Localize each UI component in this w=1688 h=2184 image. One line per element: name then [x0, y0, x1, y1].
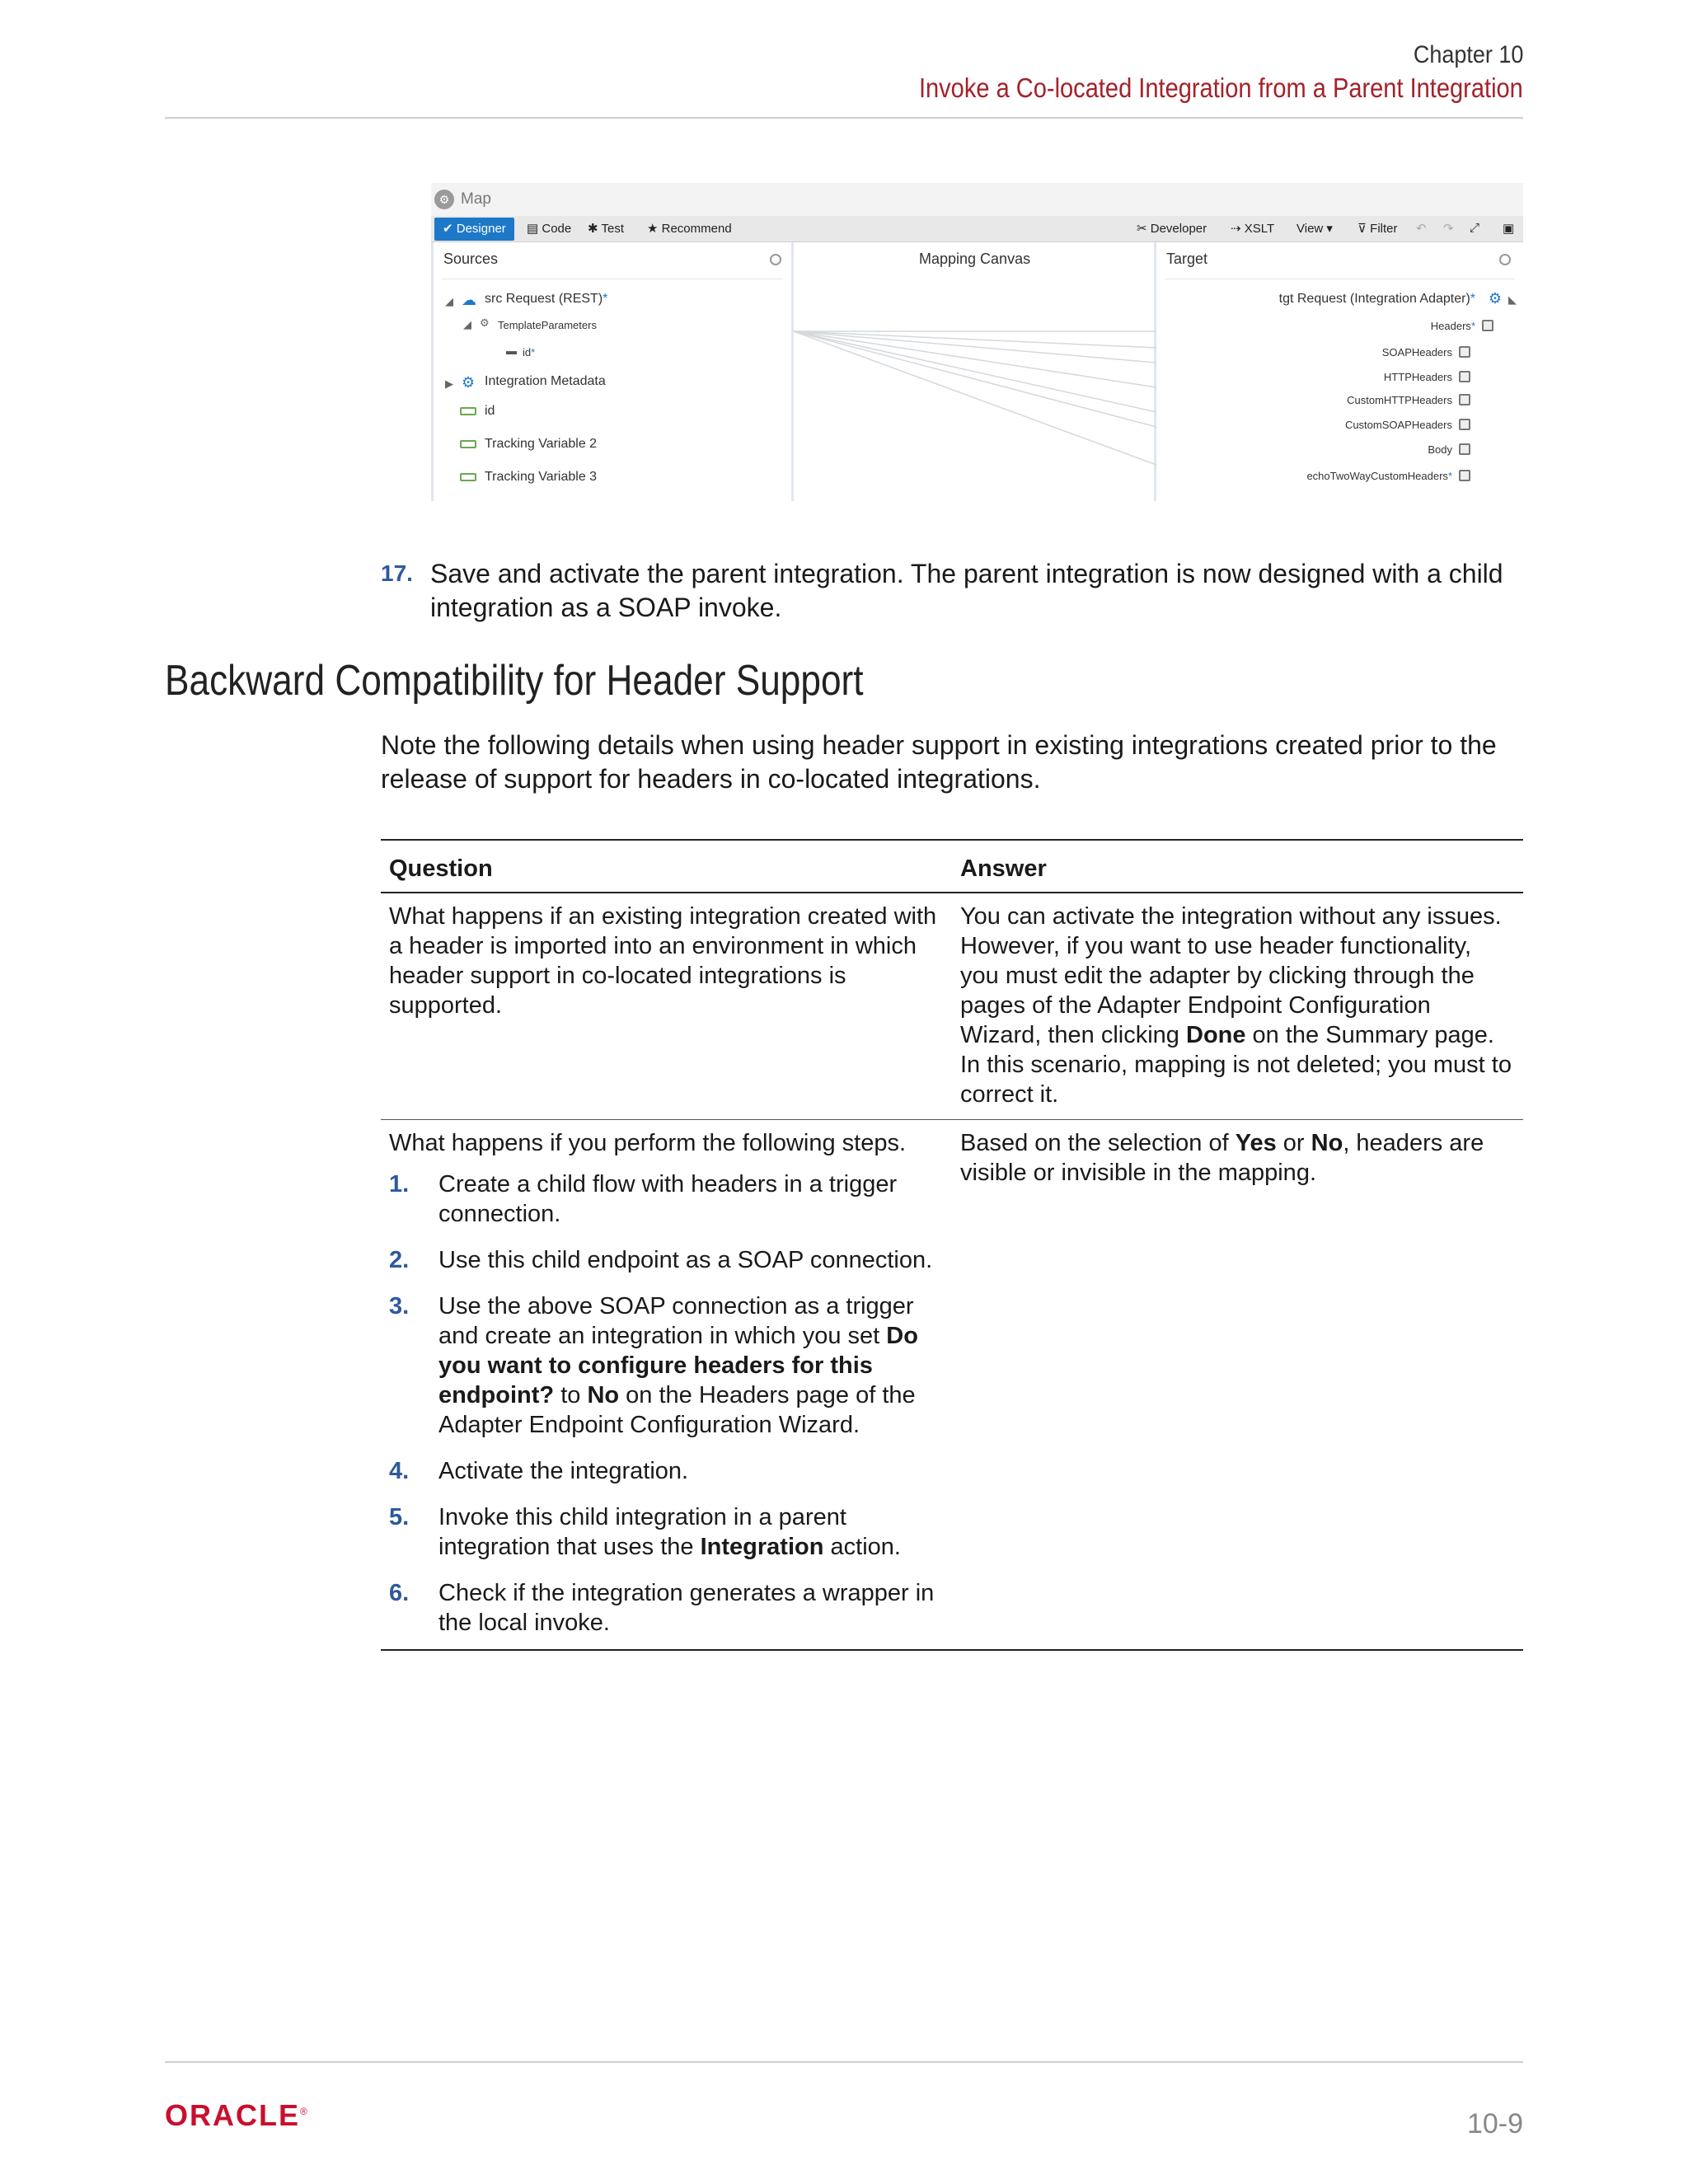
- step-text-part: action.: [823, 1534, 901, 1560]
- page-number: 10-9: [1466, 2108, 1523, 2139]
- question-cell: [381, 1120, 952, 1651]
- panel-toggle-icon[interactable]: ▣: [1503, 222, 1515, 236]
- answer-text: on the Summary page. In this scenario, mapping is not deleted; you must to correct it.: [960, 1022, 1512, 1108]
- step-number: 2.: [389, 1247, 410, 1273]
- filter-label: Filter: [1370, 222, 1398, 236]
- step-text: Check if the integration generates a wrapper in the local invoke.: [438, 1580, 935, 1636]
- variable-icon: [460, 407, 476, 415]
- mapper-screenshot: [431, 183, 1523, 501]
- source-item[interactable]: Tracking Variable 2: [485, 437, 598, 451]
- gear-icon: ✱: [588, 222, 598, 236]
- answer-text: You can activate the integration without any issues. However, if you want to use header functionality, you must edit the adapter by clicking through the pages of the Adapter Endpoint Configuration Wizard, then clicking: [960, 903, 1502, 1048]
- developer-button[interactable]: [1137, 221, 1207, 236]
- target-item[interactable]: HTTPHeaders: [1383, 371, 1452, 383]
- test-tab[interactable]: [588, 221, 624, 236]
- logo-text: ORACLE: [165, 2098, 300, 2132]
- target-item[interactable]: [1279, 292, 1475, 307]
- running-header-title: Invoke a Co-located Integration from a Parent Integration: [919, 73, 1523, 103]
- source-item[interactable]: [523, 346, 535, 359]
- step-emphasis: No: [587, 1382, 620, 1408]
- step-number: 4.: [389, 1458, 410, 1484]
- answer-cell: [952, 893, 1523, 1120]
- step-number: 17.: [381, 560, 413, 586]
- developer-label: Developer: [1150, 222, 1207, 236]
- code-tab[interactable]: [527, 221, 571, 236]
- designer-tab[interactable]: ✔ Designer: [434, 218, 514, 241]
- designer-tab-label: Designer: [456, 222, 506, 236]
- footer-divider: [165, 2061, 1523, 2063]
- step-text: [438, 1291, 944, 1440]
- required-marker: *: [531, 346, 536, 359]
- step-emphasis: Do you want to configure headers for this endpoint?: [438, 1323, 918, 1408]
- list-item: [389, 1578, 944, 1638]
- step-text: Create a child flow with headers in a trigger connection.: [438, 1171, 898, 1227]
- step-number: 3.: [389, 1293, 410, 1319]
- step-number: 6.: [389, 1580, 410, 1606]
- mapping-lines: [794, 242, 1156, 501]
- step-number: 1.: [389, 1171, 410, 1197]
- integration-icon: ⚙: [1488, 290, 1502, 307]
- column-header-answer: Answer: [952, 840, 1523, 893]
- search-icon[interactable]: [1499, 254, 1511, 265]
- chevron-down-icon: ▾: [1326, 222, 1333, 236]
- target-title: Target: [1166, 251, 1208, 267]
- step-emphasis: Integration: [700, 1534, 824, 1560]
- xslt-button[interactable]: [1231, 221, 1274, 236]
- source-item[interactable]: Tracking Variable 3: [485, 470, 598, 484]
- target-item-label: echoTwoWayCustomHeaders: [1306, 470, 1448, 482]
- collapse-caret-icon[interactable]: ◢: [463, 318, 471, 330]
- element-icon: [1459, 371, 1470, 382]
- target-item[interactable]: SOAPHeaders: [1381, 346, 1452, 359]
- collapse-caret-icon[interactable]: ◢: [445, 295, 453, 307]
- list-item: [389, 1291, 944, 1440]
- integration-icon: ⚙: [462, 374, 476, 391]
- answer-emphasis: Yes: [1235, 1130, 1277, 1156]
- section-intro: Note the following details when using header support in existing integrations created prior to the release of support for headers in co-located integrations.: [381, 730, 1497, 794]
- source-item[interactable]: [485, 292, 607, 307]
- code-icon: ▤: [527, 222, 539, 236]
- step-text: Activate the integration.: [438, 1458, 689, 1484]
- list-item: [389, 1502, 944, 1562]
- table-row: [381, 893, 1523, 1120]
- filter-icon: ⊽: [1357, 222, 1367, 236]
- list-item: [389, 1456, 944, 1486]
- source-item[interactable]: Integration Metadata: [485, 374, 606, 388]
- required-marker: *: [1447, 470, 1452, 482]
- field-icon: ▬: [506, 344, 517, 357]
- answer-text: or: [1276, 1130, 1311, 1156]
- column-header-question: Question: [381, 840, 952, 893]
- code-tab-label: Code: [542, 222, 572, 236]
- answer-cell: [952, 1120, 1523, 1651]
- mapper-title-bar: [431, 183, 1523, 216]
- mapping-canvas-title: Mapping Canvas: [919, 251, 1031, 267]
- step-text: [438, 1502, 944, 1562]
- cloud-icon: ☁: [462, 292, 476, 308]
- filter-button[interactable]: [1357, 221, 1398, 236]
- source-item-label: src Request (REST): [485, 292, 603, 306]
- step-text: Save and activate the parent integration. The parent integration is now designed with a child integration as a SOAP invoke.: [430, 559, 1503, 622]
- target-item-label: Headers: [1430, 320, 1471, 332]
- sources-title: Sources: [443, 251, 499, 267]
- answer-emphasis: No: [1311, 1130, 1343, 1156]
- element-icon: [1459, 443, 1470, 455]
- view-dropdown[interactable]: [1296, 221, 1333, 236]
- target-item[interactable]: Body: [1428, 443, 1452, 456]
- step-text-part: Invoke this child integration in a parent integration that uses the: [438, 1504, 846, 1560]
- required-marker: *: [1470, 292, 1475, 306]
- source-item[interactable]: id: [485, 404, 495, 418]
- mapping-line: [794, 331, 1156, 363]
- element-icon: [1459, 470, 1470, 481]
- test-tab-label: Test: [601, 222, 624, 236]
- answer-text: Based on the selection of: [960, 1130, 1236, 1156]
- source-item-label: id: [523, 346, 532, 359]
- expand-icon[interactable]: ⤢: [1470, 221, 1480, 235]
- required-marker: *: [603, 292, 608, 306]
- element-group-icon: ⚙: [480, 316, 490, 329]
- compatibility-table: [381, 839, 1523, 1651]
- step-text-part: to: [554, 1382, 588, 1408]
- recommend-tab-label: Recommend: [661, 222, 732, 236]
- mapping-canvas[interactable]: [794, 242, 1156, 501]
- question-cell: What happens if an existing integration created with a header is imported into an environment in which header support in co-located integrations is supported.: [381, 893, 952, 1120]
- steps-list: [389, 1169, 944, 1638]
- step-text-part: Use the above SOAP connection as a trigger and create an integration in which you set: [438, 1293, 914, 1349]
- target-item[interactable]: CustomHTTPHeaders: [1347, 394, 1452, 406]
- mapper-toolbar: [431, 216, 1523, 242]
- star-icon: ★: [647, 222, 659, 236]
- list-item: [389, 1245, 944, 1275]
- expand-caret-icon[interactable]: ◣: [1508, 293, 1517, 306]
- section-title: Backward Compatibility for Header Support: [165, 657, 864, 705]
- element-icon: [1459, 346, 1470, 358]
- header-divider: [165, 117, 1523, 119]
- step-number: 5.: [389, 1504, 410, 1530]
- question-intro: What happens if you perform the following steps.: [389, 1130, 907, 1156]
- element-icon: [1482, 320, 1493, 331]
- view-label: View: [1296, 222, 1324, 236]
- table-header-row: [381, 840, 1523, 893]
- answer-emphasis: Done: [1186, 1022, 1246, 1048]
- source-item[interactable]: TemplateParameters: [498, 319, 597, 331]
- target-item[interactable]: [1306, 470, 1452, 482]
- expand-caret-icon[interactable]: ▶: [445, 377, 453, 390]
- mapping-line: [794, 331, 1156, 465]
- variable-icon: [460, 440, 476, 448]
- element-icon: [1459, 394, 1470, 405]
- trademark-symbol: ®: [300, 2106, 309, 2117]
- step-text: Use this child endpoint as a SOAP connection.: [438, 1247, 933, 1273]
- recommend-tab[interactable]: [647, 221, 732, 236]
- sources-pane: [431, 242, 794, 501]
- redo-icon[interactable]: ↷: [1443, 222, 1454, 236]
- mapper-title: Map: [461, 190, 491, 208]
- map-icon: ⚙: [434, 190, 454, 209]
- running-header-chapter: Chapter 10: [1413, 41, 1523, 68]
- target-item[interactable]: CustomSOAPHeaders: [1344, 419, 1452, 431]
- undo-icon[interactable]: ↶: [1416, 222, 1427, 236]
- list-item: [389, 1169, 944, 1229]
- table-row: [381, 1120, 1523, 1651]
- target-item[interactable]: [1431, 320, 1475, 332]
- target-item-label: tgt Request (Integration Adapter): [1278, 292, 1470, 306]
- element-icon: [1459, 419, 1470, 430]
- target-pane: [1156, 242, 1523, 501]
- search-icon[interactable]: [770, 254, 781, 265]
- required-marker: *: [1470, 320, 1475, 332]
- mapping-line: [794, 331, 1156, 412]
- tools-icon: ✂: [1137, 222, 1147, 236]
- answer-text: , headers are visible or invisible in the mapping.: [960, 1130, 1484, 1186]
- step-text-part: on the Headers page of the Adapter Endpoint Configuration Wizard.: [438, 1382, 916, 1438]
- oracle-logo: [165, 2098, 309, 2133]
- xslt-label: XSLT: [1244, 222, 1275, 236]
- xslt-icon: ⇢: [1231, 222, 1241, 236]
- variable-icon: [460, 473, 476, 481]
